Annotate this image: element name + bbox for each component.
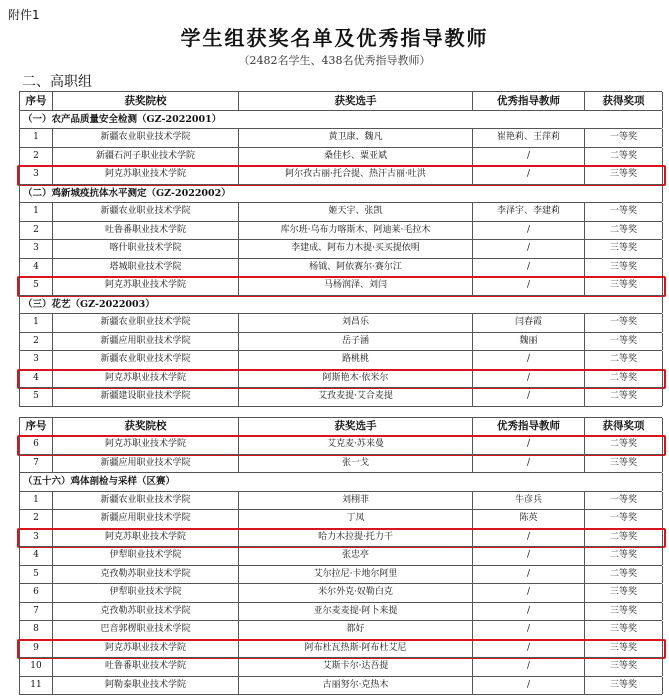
highlighted-table-row [19, 639, 662, 658]
table-row [19, 313, 662, 332]
cell-players: 阿斯艳木·依米尔 [239, 370, 473, 388]
cell-award: 一等奖 [585, 492, 663, 510]
cell-no: 10 [20, 658, 53, 676]
cell-school: 阿克苏职业技术学院 [53, 529, 239, 547]
cell-players: 岳子涵 [239, 333, 473, 351]
cell-teacher: / [473, 547, 585, 565]
cell-school: 新疆应用职业技术学院 [53, 333, 239, 351]
cell-award: 二等奖 [585, 351, 663, 369]
cell-school: 新疆农业职业技术学院 [53, 129, 239, 147]
cell-players: 丁凤 [239, 510, 473, 528]
table-row [19, 147, 662, 166]
cell-teacher: / [473, 603, 585, 621]
cell-school: 伊犁职业技术学院 [53, 584, 239, 602]
cell-no: 4 [20, 259, 53, 277]
cell-school: 阿克苏职业技术学院 [53, 436, 239, 454]
table-row [19, 221, 662, 240]
highlighted-table-row [19, 528, 662, 547]
cell-teacher: / [473, 259, 585, 277]
cell-award: 二等奖 [585, 529, 663, 547]
cell-school: 新疆应用职业技术学院 [53, 455, 239, 473]
cell-award: 二等奖 [585, 566, 663, 584]
cell-award: 一等奖 [585, 314, 663, 332]
table-row [19, 509, 662, 528]
header-award: 获得奖项 [585, 92, 663, 110]
cell-school: 喀什职业技术学院 [53, 240, 239, 258]
header-teacher: 优秀指导教师 [473, 418, 585, 436]
cell-players: 路桃桃 [239, 351, 473, 369]
cell-award: 三等奖 [585, 240, 663, 258]
cell-teacher: / [473, 640, 585, 658]
cell-no: 6 [20, 584, 53, 602]
cell-school: 新疆应用职业技术学院 [53, 510, 239, 528]
table-row [19, 491, 662, 510]
cell-award: 一等奖 [585, 510, 663, 528]
category-label: （五十六）鸡体剖检与采样（区赛） [20, 473, 663, 491]
cell-award: 三等奖 [585, 277, 663, 295]
cell-school: 克孜勒苏职业技术学院 [53, 566, 239, 584]
cell-no: 2 [20, 148, 53, 166]
header-award: 获得奖项 [585, 418, 663, 436]
cell-players: 艾尔拉尼·卡地尔阿里 [239, 566, 473, 584]
cell-players: 刘栩菲 [239, 492, 473, 510]
cell-no: 1 [20, 129, 53, 147]
document-subtitle: （2482名学生、438名优秀指导教师） [238, 54, 431, 67]
cell-players: 米尔外克·奴勒白克 [239, 584, 473, 602]
category-label: （三）花艺（GZ-2022003） [20, 296, 663, 314]
cell-players: 刘昌乐 [239, 314, 473, 332]
cell-players: 库尔班·乌布力喀斯木、阿迪莱·毛拉木 [239, 222, 473, 240]
cell-players: 张忠亭 [239, 547, 473, 565]
table-row [19, 239, 662, 258]
cell-award: 三等奖 [585, 640, 663, 658]
cell-teacher: 李泽宇、李建莉 [473, 203, 585, 221]
cell-no: 3 [20, 529, 53, 547]
cell-players: 张一戈 [239, 455, 473, 473]
highlighted-table-row [19, 369, 662, 388]
header-no: 序号 [20, 418, 53, 436]
highlighted-table-row [19, 276, 662, 295]
cell-players: 阿布杜瓦热斯·阿布杜艾尼 [239, 640, 473, 658]
table-row [19, 454, 662, 473]
award-table [19, 91, 662, 695]
cell-players: 阿尔孜古丽·托合提、热汗古丽·吐洪 [239, 166, 473, 184]
cell-school: 阿克苏职业技术学院 [53, 166, 239, 184]
cell-teacher: / [473, 240, 585, 258]
cell-teacher: 崔艳莉、王萍莉 [473, 129, 585, 147]
cell-players: 黄卫康、魏凡 [239, 129, 473, 147]
cell-no: 7 [20, 603, 53, 621]
header-players: 获奖选手 [239, 92, 473, 110]
cell-award: 二等奖 [585, 547, 663, 565]
cell-no: 9 [20, 640, 53, 658]
cell-school: 吐鲁番职业技术学院 [53, 658, 239, 676]
table-row [19, 350, 662, 369]
header-school: 获奖院校 [53, 418, 239, 436]
header-teacher: 优秀指导教师 [473, 92, 585, 110]
cell-no: 2 [20, 222, 53, 240]
cell-award: 一等奖 [585, 203, 663, 221]
cell-players: 古丽努尔·克热木 [239, 677, 473, 695]
cell-school: 新疆农业职业技术学院 [53, 492, 239, 510]
cell-award: 三等奖 [585, 166, 663, 184]
table-row [19, 602, 662, 621]
cell-school: 阿克苏职业技术学院 [53, 640, 239, 658]
cell-players: 艾斯卡尔·达吾提 [239, 658, 473, 676]
cell-award: 三等奖 [585, 603, 663, 621]
attachment-label: 附件1 [8, 8, 40, 22]
cell-players: 艾孜麦提·艾合麦提 [239, 388, 473, 406]
cell-players: 亚尔麦麦提·阿卜来提 [239, 603, 473, 621]
cell-award: 一等奖 [585, 129, 663, 147]
cell-players: 哈力木拉提·托力干 [239, 529, 473, 547]
cell-players: 李建成、阿布力木提·买买提依明 [239, 240, 473, 258]
table-row [19, 565, 662, 584]
cell-teacher: / [473, 148, 585, 166]
cell-teacher: / [473, 166, 585, 184]
cell-no: 5 [20, 388, 53, 406]
header-school: 获奖院校 [53, 92, 239, 110]
table-row [19, 258, 662, 277]
cell-no: 3 [20, 166, 53, 184]
cell-school: 新疆建设职业技术学院 [53, 388, 239, 406]
cell-school: 新疆石河子职业技术学院 [53, 148, 239, 166]
cell-award: 三等奖 [585, 621, 663, 639]
table-row [19, 387, 662, 406]
cell-teacher: 牛彦兵 [473, 492, 585, 510]
cell-players: 姬天宇、张凯 [239, 203, 473, 221]
cell-teacher: / [473, 658, 585, 676]
header-players: 获奖选手 [239, 418, 473, 436]
cell-no: 1 [20, 203, 53, 221]
cell-award: 二等奖 [585, 388, 663, 406]
cell-award: 三等奖 [585, 259, 663, 277]
cell-school: 新疆农业职业技术学院 [53, 203, 239, 221]
cell-teacher: / [473, 222, 585, 240]
category-label: （二）鸡新城疫抗体水平测定（GZ-2022002） [20, 185, 663, 203]
cell-school: 新疆农业职业技术学院 [53, 314, 239, 332]
category-row [19, 295, 662, 314]
cell-teacher: / [473, 677, 585, 695]
cell-no: 1 [20, 492, 53, 510]
cell-no: 5 [20, 277, 53, 295]
category-label: （一）农产品质量安全检测（GZ-2022001） [20, 111, 663, 129]
section-heading: 二、高职组 [22, 74, 92, 90]
table-row [19, 657, 662, 676]
cell-award: 二等奖 [585, 436, 663, 454]
cell-teacher: 魏丽 [473, 333, 585, 351]
cell-teacher: / [473, 529, 585, 547]
cell-award: 三等奖 [585, 658, 663, 676]
cell-teacher: 闫春霞 [473, 314, 585, 332]
cell-award: 三等奖 [585, 584, 663, 602]
cell-no: 2 [20, 333, 53, 351]
category-row [19, 472, 662, 491]
cell-school: 伊犁职业技术学院 [53, 547, 239, 565]
table-row [19, 332, 662, 351]
table-header-row [19, 417, 662, 436]
table-row [19, 676, 662, 696]
cell-no: 7 [20, 455, 53, 473]
cell-school: 巴音郭楞职业技术学院 [53, 621, 239, 639]
cell-teacher: / [473, 277, 585, 295]
table-row [19, 202, 662, 221]
cell-no: 11 [20, 677, 53, 695]
cell-teacher: / [473, 566, 585, 584]
cell-teacher: / [473, 621, 585, 639]
cell-school: 塔城职业技术学院 [53, 259, 239, 277]
cell-players: 马杨润泽、刘闫 [239, 277, 473, 295]
category-row [19, 110, 662, 129]
cell-award: 二等奖 [585, 148, 663, 166]
cell-no: 1 [20, 314, 53, 332]
cell-teacher: / [473, 584, 585, 602]
table-row [19, 583, 662, 602]
cell-players: 都好 [239, 621, 473, 639]
cell-no: 6 [20, 436, 53, 454]
cell-teacher: / [473, 388, 585, 406]
document-title: 学生组获奖名单及优秀指导教师 [180, 26, 489, 50]
cell-teacher: / [473, 351, 585, 369]
cell-award: 三等奖 [585, 677, 663, 695]
table-row [19, 128, 662, 147]
table-row [19, 546, 662, 565]
cell-school: 新疆农业职业技术学院 [53, 351, 239, 369]
cell-school: 阿克苏职业技术学院 [53, 277, 239, 295]
cell-no: 4 [20, 547, 53, 565]
highlighted-table-row [19, 435, 662, 454]
table-header-row [19, 91, 662, 110]
cell-teacher: / [473, 455, 585, 473]
cell-award: 三等奖 [585, 455, 663, 473]
cell-no: 8 [20, 621, 53, 639]
cell-players: 桑佳杉、粟亚斌 [239, 148, 473, 166]
highlighted-table-row [19, 165, 662, 184]
cell-no: 2 [20, 510, 53, 528]
cell-players: 艾克麦·苏来曼 [239, 436, 473, 454]
cell-teacher: 陈英 [473, 510, 585, 528]
header-no: 序号 [20, 92, 53, 110]
cell-no: 5 [20, 566, 53, 584]
cell-no: 3 [20, 240, 53, 258]
cell-award: 二等奖 [585, 222, 663, 240]
category-row [19, 184, 662, 203]
cell-school: 吐鲁番职业技术学院 [53, 222, 239, 240]
cell-award: 二等奖 [585, 370, 663, 388]
page-break-gap [19, 406, 662, 417]
cell-teacher: / [473, 436, 585, 454]
cell-award: 一等奖 [585, 333, 663, 351]
cell-school: 阿克苏职业技术学院 [53, 370, 239, 388]
cell-no: 4 [20, 370, 53, 388]
cell-no: 3 [20, 351, 53, 369]
cell-school: 克孜勒苏职业技术学院 [53, 603, 239, 621]
table-row [19, 620, 662, 639]
cell-teacher: / [473, 370, 585, 388]
cell-players: 杨钺、阿依赛尔·赛尔江 [239, 259, 473, 277]
cell-school: 阿勒泰职业技术学院 [53, 677, 239, 695]
